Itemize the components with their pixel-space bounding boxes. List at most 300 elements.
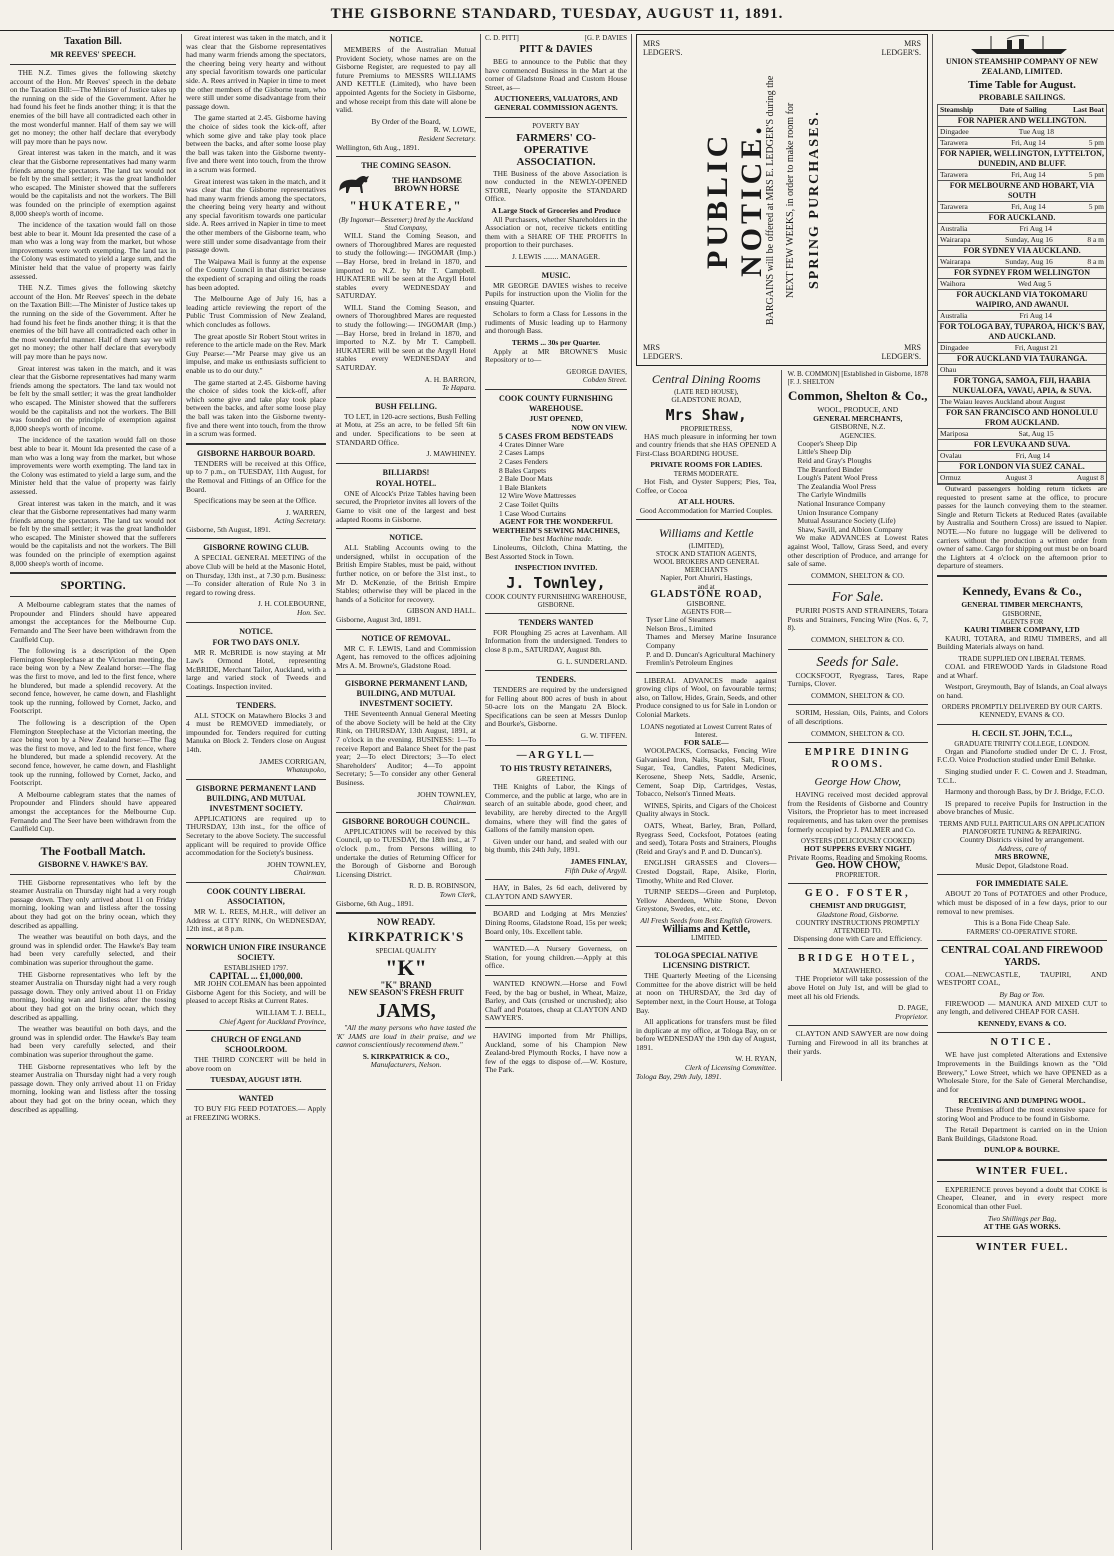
- dunlop-notice-body: WE have just completed Alterations and Extensive Improvements in the Buildings known as the "Old Brewery," Lowe Street, which we have OPENED as a Wholesale Store, for the Sale of General Merchandise, and for: [937, 1050, 1107, 1094]
- furnishing-agent-2: The best Machine made.: [519, 534, 593, 544]
- cecil-country: Country Districts visited by arrangement.: [959, 835, 1085, 845]
- furnishing-agent: AGENT FOR THE WONDERFUL WERTHEIM'S SEWING MACHINES,: [492, 517, 620, 535]
- wk-and: and at: [697, 582, 715, 591]
- union-heading: UNION STEAMSHIP COMPANY OF NEW ZEALAND, LIMITED.: [945, 57, 1099, 76]
- horse-signature-place: Te Hapara.: [442, 383, 476, 393]
- csco-body: We make ADVANCES at Lowest Rates against Wool, Tallow, Grass Seed, and every other description of Produce, and arrange for sale of same.: [787, 533, 928, 569]
- foster-location: Gladstone Road, Gisborne.: [816, 909, 899, 919]
- empire-signature-title: PROPRIETOR.: [835, 870, 880, 879]
- wk-gladstone: GLADSTONE ROAD,: [650, 588, 763, 600]
- kennedy-coal-2: Westport, Greymouth, Bay of Islands, an Coal always on hand.: [937, 682, 1107, 700]
- harbour-heading: GISBORNE HARBOUR BOARD.: [196, 448, 315, 458]
- empire-body: HAVING received most decided approval from the Residents of Gisborne and Country Visitors, the Proprietor has to meet increased requirements, and has taken over the premises formerly occupied by J. PALMER and Co.: [787, 790, 928, 834]
- clayton-body: CLAYTON AND SAWYER are now doing Turning and Firewood in all its branches at their yards.: [787, 1029, 928, 1056]
- kennedy-location: GISBORNE,: [1002, 608, 1042, 618]
- amp-notice-signature-title: Resident Secretary.: [418, 133, 476, 143]
- church-body: THE THIRD CONCERT will be held in above room on: [186, 1055, 326, 1073]
- kirkpatrick-signature-title: Manufacturers, Nelson.: [370, 1060, 442, 1070]
- shaw-terms: TERMS MODERATE.: [673, 469, 739, 478]
- column-2: [186, 34, 326, 1550]
- music-body: MR GEORGE DAVIES wishes to receive Pupils for instruction upon the Violin for the ensuing Quarter.: [485, 280, 627, 307]
- tenders-signature: JAMES CORRIGAN,: [259, 756, 326, 766]
- bush-heading: BUSH FELLING.: [375, 401, 437, 411]
- sailings-cell: Ovalau: [940, 451, 962, 460]
- furnishing-item: 1 Bale Blankets: [499, 482, 547, 492]
- wk-gisborne: GISBORNE.: [686, 598, 726, 608]
- foster-subheading: CHEMIST AND DRUGGIST,: [809, 900, 906, 910]
- furnishing-lino: Linoleums, Oilcloth, China Matting, the Best Assorted Stock in Town.: [485, 542, 627, 561]
- sailings-section-heading: FOR LEVUKA AND SUVA.: [938, 440, 1106, 451]
- sailings-section-heading: FOR AUCKLAND VIA TOKOMARU WAIPIRO, AND AWANUI.: [938, 290, 1106, 311]
- cecil-address-3: Music Depot, Gladstone Road.: [975, 860, 1069, 870]
- csco-agency-item: National Insurance Company: [797, 498, 886, 508]
- sailings-section-heading: FOR NAPIER, WELLINGTON, LYTTELTON, DUNEDIN, AND BLUFF.: [938, 149, 1106, 170]
- music-signature-address: Cobden Street.: [582, 375, 627, 385]
- sailings-header-row: [938, 105, 1106, 116]
- horse-name: "HUKATERE,": [349, 198, 463, 214]
- kennedy-trade: TRADE SUPPLIED ON LIBERAL TERMS.: [958, 654, 1086, 663]
- sailings-section-heading: FOR TONGA, SAMOA, FIJI, HAABIA NUKUALOFA, VAVAU, APIA, & SUVA.: [938, 376, 1106, 397]
- pitt-services: AUCTIONEERS, VALUATORS, AND GENERAL COMMISSION AGENTS.: [494, 94, 618, 112]
- football-heading: The Football Match.: [40, 843, 146, 858]
- foster-dispensing: Dispensing done with Care and Efficiency.: [793, 934, 922, 944]
- sailings-cell: Fri, Aug 14: [1011, 202, 1046, 211]
- kennedy-coal: COAL and FIREWOOD Yards in Gladstone Road and at Wharf.: [937, 661, 1107, 680]
- steamship-illustration: [967, 34, 1077, 56]
- coop-heading: FARMERS' CO-OPERATIVE ASSOCIATION.: [516, 131, 596, 168]
- public-notice-title: PUBLIC NOTICE.: [701, 123, 768, 277]
- csco-partner-right: [F. J. SHELTON: [787, 378, 835, 386]
- stabling-heading: NOTICE.: [389, 533, 423, 543]
- argyll-subheading: TO HIS TRUSTY RETAINERS,: [500, 763, 612, 773]
- kennedy-kauri: KAURI TIMBER COMPANY, LTD: [964, 625, 1080, 635]
- kennedy-heading: Kennedy, Evans & Co.,: [962, 583, 1082, 598]
- csco-agency-item: Shaw, Savill, and Albion Company: [797, 524, 903, 534]
- furnishing-item: 2 Cases Fenders: [499, 457, 548, 466]
- music-heading: MUSIC.: [541, 270, 571, 280]
- wk-agents-list: [636, 616, 777, 668]
- csco-agency-item: Mutual Assurance Society (Life): [797, 516, 896, 526]
- winter-fuel-price: Two Shillings per Bag,: [987, 1213, 1057, 1223]
- immediate-sale-heading: FOR IMMEDIATE SALE.: [975, 879, 1069, 889]
- borough-body: APPLICATIONS will be received by this Council, up to TUESDAY, the 18th inst., at 7 o'clock p.m., from Persons willing to undertake the duties of Returning Officer for the Borough of Gisborne and Borough Licensing District.: [336, 826, 476, 879]
- taxation-paragraph: Great interest was taken in the match, and it was clear that the Gisborne representatives had many warm friends among the spectators. The land tax would not be felt by the small settler; it was the great landholder who escaped. The Minister showed that the sufferers would be the capitalists and not the workers. The Bill was founded on the principle of exemption against 8,000 sheep's worth of income.: [10, 148, 176, 218]
- column-6: [937, 34, 1107, 1550]
- bridge-signature-title: Proprietor.: [895, 1011, 928, 1021]
- ledger-corner-bl: MRS LEDGER'S.: [643, 343, 683, 361]
- tolaga-signature: W. H. RYAN,: [735, 1054, 777, 1064]
- column-rule: [331, 34, 332, 1550]
- sailings-section-heading: FOR SYDNEY VIA AUCKLAND.: [938, 246, 1106, 257]
- sailings-section-heading: FOR LONDON VIA SUEZ CANAL.: [938, 462, 1106, 473]
- horse-body: WILL Stand the Coming Season, and owners of Thoroughbred Mares are requested to study the following:— INGOMAR (Imp.)—Bay Horse, bred in Ireland in 1870, and imported to N.Z. by Mr T. Campbell. HUKATERE will be seen at the Argyll Hotel stables every WEDNESDAY and SATURDAY.: [336, 302, 476, 373]
- furnishing-item: 8 Bales Carpets: [499, 465, 547, 475]
- furnishing-item: 1 Case Wood Curtains: [499, 508, 566, 518]
- furnishing-now-on-view: NOW ON VIEW.: [571, 422, 627, 432]
- sailings-row: [938, 279, 1106, 290]
- amp-notice-heading: NOTICE.: [389, 35, 423, 44]
- building-society-body: APPLICATIONS are required up to THURSDAY, 13th inst., for the office of Secretary to the above Society. The successful applicant will be required to provide Office accommodation for the Society's business.: [186, 813, 326, 858]
- winter-fuel-heading: WINTER FUEL.: [975, 1164, 1069, 1177]
- immediate-sale-bona: This is a Bona Fide Cheap Sale.: [973, 918, 1071, 928]
- harbour-spec: Specifications may be seen at the Office.: [194, 496, 317, 506]
- coop-stock: A Large Stock of Groceries and Produce: [491, 205, 621, 215]
- tolaga-body: THE Quarterly Meeting of the Licensing Committee for the above district will be held at noon on THURSDAY, the 3rd day of September next, in the Court House, at Tologa Bay.: [636, 971, 777, 1015]
- sailings-section-heading: FOR TOLOGA BAY, TUPAROA, HICK'S BAY, AND AUCKLAND.: [939, 322, 1105, 341]
- football-paragraph: THE Gisborne representatives who left by the steamer Australia on Thursday night had a very rough passage down. They only arrived about 11 on Friday morning, looking wan and listless after the tossing about they had got on the briny ocean, which they described as appalling.: [10, 877, 176, 930]
- sailings-cell: Australia: [940, 311, 968, 320]
- sailings-row: [938, 224, 1106, 235]
- tolaga-body-2: All applications for transfers must be filed in duplicate at my office, at Tologa Bay, on or before WEDNESDAY the 19th day of August, 1891.: [636, 1017, 777, 1052]
- csco-agencies: AGENCIES.: [839, 431, 876, 440]
- furnishing-item: 2 Bale Door Mats: [499, 474, 553, 484]
- taxation-subheading: MR REEVES' SPEECH.: [50, 50, 136, 59]
- townley-name: J. Townley,: [506, 573, 606, 592]
- sailings-cell: Tarawera: [940, 202, 968, 211]
- kirkpatrick-k: "K": [385, 954, 427, 980]
- central-coal-body: COAL—NEWCASTLE, TAUPIRI, AND WESTPORT COAL,: [937, 969, 1107, 988]
- cecil-piano: PIANOFORTE TUNING & REPAIRING.: [962, 828, 1082, 837]
- taxation-paragraph: THE N.Z. Times gives the following sketchy account of the Hon. Mr Reeves' speech in the debate on the Taxation Bill:—The Minister of Justice takes up the running on the side of the Government. After he had found his feet he finds another thing; it is that the enemies of the bill have all contradicted each other in the most wonderful manner. Half of them say we will get no money; the other half declare that everybody will pay more than he pays now.: [10, 283, 176, 361]
- taxation-paragraph: The incidence of the taxation would fall on those best able to bear it. Mount Ida presented the case of a man who was a long way from the market, but whose improvements were worth exempting. The land tax in the Colony was estimated to yield a large sum, and the Minister held that the value of property was fairly assessed.: [10, 220, 176, 281]
- amp-notice-by: By Order of the Board,: [371, 116, 441, 126]
- furnishing-item: 2 Case Toilet Quilts: [499, 499, 559, 509]
- csco-agency-item: The Brantford Binder: [797, 464, 863, 474]
- central-coal-firewood: FIREWOOD — MANUKA AND MIXED CUT to any length, and delivered CHEAP FOR CASH.: [937, 998, 1107, 1017]
- column-5: [636, 34, 928, 1550]
- sailings-cell: Fri, Aug 14: [1011, 170, 1046, 179]
- notice-body: MR R. McBRIDE is now staying at Mr Law's Ormond Hotel, representing McBRIDE, Merchant Tailor, Auckland, with a large and varied stock of Tweeds and Coatings. Inspection invited.: [186, 647, 326, 691]
- shaw-rooms: PRIVATE ROOMS FOR LADIES.: [650, 460, 763, 470]
- dunlop-receiving: RECEIVING AND DUMPING WOOL.: [958, 1096, 1086, 1106]
- cecil-body: Organ and Pianoforte studied under Dr C. J. Frost, F.C.O. Voice Production studied under Emil Behnke.: [937, 746, 1107, 765]
- winter-fuel-heading-2: WINTER FUEL.: [975, 1240, 1069, 1253]
- tenders-heading: TENDERS.: [236, 700, 276, 710]
- kennedy-subheading: GENERAL TIMBER MERCHANTS,: [961, 599, 1083, 609]
- coop-body: THE Business of the above Association is now conducted in the NEWLY-OPENED STORE, Nearly opposite the STANDARD Office.: [485, 168, 627, 204]
- sporting-heading: SPORTING.: [60, 578, 126, 593]
- notice-heading: NOTICE.: [239, 626, 273, 636]
- kirkpatrick-signature: S. KIRKPATRICK & CO.,: [362, 1051, 450, 1061]
- borough-date: Gisborne, 6th Aug., 1891.: [336, 898, 414, 908]
- football-subheading: GISBORNE V. HAWKE'S BAY.: [38, 859, 148, 869]
- sailings-column-header: Last Boat: [1072, 105, 1104, 114]
- harbour-date: Gisborne, 5th August, 1891.: [186, 524, 271, 534]
- sailings-section-heading: FOR SYDNEY FROM WELLINGTON: [938, 268, 1106, 279]
- argyll-body: THE Knights of Labor, the Kings of Commerce, and the public at large, who are in search of an suitable abode, good cheer, and levability, are hereby directed to the Argyll domains, where they will find the gates of Gallons of the family mansion open.: [485, 782, 627, 835]
- shaw-accommodation: Good Accommodation for Married Couples.: [639, 505, 773, 515]
- norwich-established: ESTABLISHED 1797.: [224, 963, 288, 972]
- wk-for-sale: FOR SALE—: [683, 737, 729, 747]
- cecil-subheading: GRADUATE TRINITY COLLEGE, LONDON.: [954, 739, 1090, 748]
- rowing-heading: GISBORNE ROWING CLUB.: [203, 543, 309, 553]
- notice-subheading: FOR TWO DAYS ONLY.: [212, 637, 300, 647]
- masthead-title: THE GISBORNE STANDARD, TUESDAY, AUGUST 11, 1891.: [330, 6, 784, 22]
- seeds-signature: COMMON, SHELTON & CO.: [810, 690, 905, 700]
- masthead: [0, 0, 1114, 31]
- horse-line-1: THE HANDSOME: [391, 174, 463, 185]
- wk-oats: OATS, Wheat, Barley, Bran, Pollard, Ryegrass Seed, Cocksfoot, Potatoes (eating and seed), Totara Posts and Strainers, Ploughs (Reid and Gray's and P. and D. Duncan's).: [636, 821, 777, 856]
- music-signature: GEORGE DAVIES,: [566, 366, 627, 376]
- football-paragraph: THE Gisborne representatives who left by the steamer Australia on Thursday night had a very rough passage down. They only arrived about 11 on Friday morning, looking wan and listless after the tossing about they had got on the briny ocean, which they described as appalling.: [10, 969, 176, 1022]
- argyll-heading: —ARGYLL—: [516, 749, 596, 761]
- wk-for-sale-body: WOOLPACKS, Cornsacks, Fencing Wire Galvanised Iron, Nails, Staples, Salt, Flour, Sugar, Tea, Candles, Patent Medicines, Kerosene, Sheep Nets, Saddle, Arsenic, Cement, Soap Dip, Cartridges, Vestas, Tobacco, Nelson's Tinned Meats.: [636, 746, 777, 799]
- harbour-signature: J. WARREN,: [285, 507, 326, 517]
- wanted-body: TO BUY FIG FEED POTATOES.— Apply at FREEZING WORKS.: [186, 1104, 326, 1122]
- sailings-cell: Ohau: [940, 365, 957, 374]
- tolaga-heading: TOLOGA SPECIAL NATIVE LICENSING DISTRICT.: [654, 951, 758, 971]
- wanted-known-notice: WANTED KNOWN.—Horse and Fowl Feed, by the bag or bushel, in Wheat, Maize, Barley, and Oats (crushed or uncrushed); also Chaff and Potatoes, cheap at CLAYTON AND SAWYER'S.: [485, 978, 627, 1023]
- wk-subheading-2: WOOL BROKERS AND GENERAL MERCHANTS: [653, 558, 760, 575]
- sporting-paragraph: The following is a description of the Open Flemington Steeplechase at the Victorian meeting, the race being won by a New Zealand horse:—The flag was the first to move, and led to the first fence, where he blundered, but made a splendid recovery. At the second fence, however, he came down, and Flashlight took up the running, followed by Cornet, Jacko, and Footscript.: [10, 646, 176, 716]
- csco-agency-item: Little's Sheep Dip: [797, 447, 852, 457]
- shaw-name: Mrs Shaw,: [665, 405, 747, 424]
- sailings-cell: Ormuz: [940, 473, 961, 482]
- bridge-heading: BRIDGE HOTEL,: [798, 952, 918, 964]
- football-paragraph: The weather was beautiful on both days, and the ground was in splendid order. The Hawke's Bay team had been very carefully selected, and their combination was superior throughout the game.: [10, 932, 176, 968]
- amp-notice-signature: R. W. LOWE,: [433, 125, 476, 135]
- cecil-address: Address, care of: [997, 843, 1047, 853]
- sailings-section-heading: FOR AUCKLAND VIA TAURANGA.: [938, 354, 1106, 365]
- dunlop-retail: The Retail Department is carried on in the Union Bank Buildings, Gladstone Road.: [937, 1125, 1107, 1143]
- kennedy-orders: ORDERS PROMPTLY DELIVERED BY OUR CARTS.: [941, 703, 1103, 712]
- ledger-corner-br: MRS LEDGER'S.: [881, 343, 921, 361]
- sailings-cell: Australia: [940, 224, 968, 233]
- sailings-cell: Dingadee: [940, 127, 969, 136]
- sailings-row: [938, 473, 1106, 484]
- horse-illustration: [336, 172, 374, 196]
- sailings-cell: 8 a m: [1087, 235, 1104, 244]
- csco-general-merchants: GENERAL MERCHANTS,: [813, 413, 903, 423]
- sailings-row: [938, 170, 1106, 181]
- sailings-cell: Tarawera: [940, 138, 968, 147]
- liberal-body: MR W. L. REES, M.H.R., will deliver an Address at CITY RINK, On WEDNESDAY, 12th inst., at 8 p.m.: [186, 906, 326, 934]
- csco-agency-item: Union Insurance Company: [797, 507, 879, 517]
- furnishing-list: [485, 441, 627, 518]
- empire-hot-suppers: HOT SUPPERS EVERY NIGHT.: [803, 844, 912, 854]
- sailings-cell: Dingadee: [940, 343, 969, 352]
- cecil-singing: Singing studied under F. C. Cowen and J. Steadman, T.C.L.: [937, 767, 1107, 785]
- building-society-signature: JOHN TOWNLEY,: [267, 859, 326, 869]
- sporting-paragraph: The following is a description of the Open Flemington Steeplechase at the Victorian meeting, the race being won by a New Zealand horse:—The flag was the first to move, and led to the first fence, where he blundered, but made a splendid recovery. At the second fence, however, he came down, and Flashlight took up the running, followed by Cornet, Jacko, and Footscript.: [10, 717, 176, 788]
- column-5-left: [636, 370, 782, 1081]
- sailings-row: [938, 138, 1106, 149]
- ledger-vertical-line-2: NEXT FEW WEEKS, in order to make room for: [785, 102, 796, 298]
- sailings-cell: The Waiau leaves Auckland about August: [940, 397, 1066, 406]
- csco-signature: COMMON, SHELTON & CO.: [810, 570, 905, 580]
- borough-heading: GISBORNE BOROUGH COUNCIL.: [342, 816, 470, 826]
- billiards-subheading: ROYAL HOTEL.: [375, 478, 437, 488]
- wk-fresh: All Fresh Seeds from Best English Growers.: [640, 915, 773, 925]
- article-paragraph: The game started at 2.45. Gisborne having the choice of sides took the kick-off, after which some give and take play took place between the backs, and after some loose play the ball was taken into the Gisborne twenty-five and there went into touch, from the throw in a scrum was formed.: [186, 113, 326, 174]
- csco-subheading: WOOL, PRODUCE, AND: [817, 405, 899, 414]
- article-paragraph: The game started at 2.45. Gisborne having the choice of sides took the kick-off, after which some give and take play took place between the backs, and after some loose play the ball was taken into the Gisborne twenty-five and there went into touch, from the throw in a scrum was formed.: [186, 377, 326, 439]
- seeds-heading: Seeds for Sale.: [816, 654, 900, 670]
- sailings-section-heading: FOR MELBOURNE AND HOBART, VIA SOUTH: [938, 181, 1106, 202]
- article-paragraph: The great apostle Sir Robert Stout writes in reference to the article made on the Rev. Mark Guy Pearse:—"Mr Pearse may give us an impulse, and make us enthusiasts sufficient to enable us to do our duty.": [186, 331, 326, 375]
- cecil-harmony: Harmony and thorough Bass, by Dr J. Bridge, F.C.O.: [945, 787, 1105, 797]
- sailings-cell: Wed Aug 5: [1017, 279, 1052, 288]
- liberal-heading: COOK COUNTY LIBERAL ASSOCIATION,: [206, 886, 306, 906]
- cecil-address-2: MRS BROWNE,: [994, 852, 1050, 862]
- central-location: GLADSTONE ROAD,: [671, 395, 742, 404]
- rowing-body: A SPECIAL GENERAL MEETING of the above Club will be held at the Masonic Hotel, on Thursday, 13th inst., at 7.30 p.m. Business:—To consider alteration of Rule No 3 in regard to rowing dress.: [186, 553, 326, 597]
- column-4: [485, 34, 627, 1550]
- sailings-cell: 5 pm: [1088, 138, 1104, 147]
- now-ready: NOW READY.: [376, 917, 435, 928]
- wk-agent-item: Thames and Mersey Marine Insurance Company: [646, 632, 777, 650]
- sailings-column-header: Steamship: [940, 105, 974, 114]
- wk-agent-item: P. and D. Duncan's Agricultural Machinery: [646, 649, 776, 659]
- empire-signature: Geo. HOW CHOW,: [815, 860, 900, 872]
- foster-country: COUNTRY INSTRUCTIONS PROMPTLY ATTENDED TO.: [795, 919, 920, 936]
- central-coal-heading: CENTRAL COAL AND FIREWOOD YARDS.: [941, 944, 1103, 968]
- sailings-row: [938, 451, 1106, 462]
- kennedy-body: KAURI, TOTARA, and RIMU TIMBERS, and all Building Materials always on hand.: [937, 633, 1107, 652]
- harbour-signature-title: Acting Secretary.: [274, 516, 326, 526]
- sailings-cell: Wairarapa: [940, 257, 971, 266]
- ledger-corner-tr: MRS LEDGER'S.: [881, 39, 921, 57]
- sailings-row: [938, 343, 1106, 354]
- kirkpatrick-name: KIRKPATRICK'S: [347, 928, 465, 944]
- building-society-signature-title: Chairman.: [293, 868, 326, 878]
- sailings-cell: 5 pm: [1088, 202, 1104, 211]
- argyll-greeting: GREETING.: [536, 773, 576, 783]
- column-rule: [480, 34, 481, 1550]
- sorim-body: SORIM, Hessian, Oils, Paints, and Colors of all descriptions.: [787, 708, 928, 727]
- bridge-signature: D. PAGE,: [898, 1003, 928, 1013]
- townley-subheading: COOK COUNTY FURNISHING WAREHOUSE, GISBORNE.: [485, 592, 627, 609]
- sailings-cell: 8 a m: [1087, 257, 1104, 266]
- tenders-wanted-heading: TENDERS WANTED: [518, 617, 594, 627]
- church-date: TUESDAY, AUGUST 18TH.: [210, 1075, 302, 1085]
- agm-body: THE Seventeenth Annual General Meeting of the above Society will be held at the City Rink, on THURSDAY, 13th August, 1891, at 7 o'clock in the evening. BUSINESS: 1—To receive Report and Balance Sheet for the past year; 2—To elect Directors; 3—To elect Shareholders' Auditor; 4—To appoint Secretary; 5—To consider any other General Business.: [336, 709, 476, 788]
- sailings-cell: Fri, Aug 14: [1011, 138, 1046, 147]
- wk-signature-2: LIMITED.: [690, 934, 722, 943]
- column-rule: [932, 34, 933, 1550]
- wk-turnips: TURNIP SEEDS—Green and Purpletop, Yellow Aberdeen, White Stone, Devon Greystone, Swedes, etc., etc.: [636, 887, 777, 914]
- for-sale-body: PURIRI POSTS AND STRAINERS, Totara Posts and Strainers, Fencing Wire (Nos. 6, 7, 8).: [787, 606, 928, 633]
- empire-rooms: Private Rooms, Reading and Smoking Rooms.: [787, 852, 928, 862]
- shaw-fish: Hot Fish, and Oyster Suppers; Pies, Tea, Coffee, or Cocoa: [636, 476, 777, 495]
- pitt-partner-left: C. D. PITT]: [485, 34, 519, 42]
- rowing-signature-title: Hon. Sec.: [297, 608, 326, 618]
- tenders-body: ALL STOCK on Matawhero Blocks 3 and 4 must be REMOVED immediately, or impounded for. Tenders required for cutting Manuka on Block 2. Tenders close on August 14th.: [186, 710, 326, 754]
- music-also: Scholars to form a Class for Lessons in the rudiments of Music leading up to Harmony and thorough Bass.: [485, 309, 627, 336]
- cecil-terms: TERMS AND FULL PARTICULARS ON APPLICATION: [939, 820, 1105, 829]
- amp-notice-date: Wellington, 6th Aug., 1891.: [336, 142, 420, 152]
- wk-agent-item: Fremlin's Petroleum Engines: [646, 658, 733, 668]
- wk-heading: Williams and Kettle: [658, 526, 754, 541]
- shaw-body: HAS much pleasure in informing her town and country friends that she HAS OPENED A First-Class BOARDING HOUSE.: [636, 431, 777, 458]
- agm-signature-title: Chairman.: [443, 798, 476, 808]
- wk-grasses: ENGLISH GRASSES and Clovers—Crested Dogstail, Rape, Alsike, Florin, Timothy, White and Red Clover.: [636, 858, 777, 885]
- winter-fuel-body: EXPERIENCE proves beyond a doubt that COKE is Cheaper, Cleaner, and in every respect more Economical than other Fuel.: [937, 1184, 1107, 1212]
- csco-agency-item: Lough's Patent Wool Press: [797, 473, 878, 483]
- sailings-section-heading: FOR SAN FRANCISCO AND HONOLULU FROM AUCKLAND.: [938, 408, 1106, 429]
- tenders-wanted-body: FOR Ploughing 25 acres at Lavenham. All Information from the undersigned. Tenders to close 8 p.m., SATURDAY, August 8th.: [485, 627, 627, 654]
- bridge-body: THE Proprietor will take possession of the above Hotel on July 1st, and will be glad to meet all his old Friends.: [787, 974, 928, 1001]
- sailings-column-header: Date of Sailing: [999, 105, 1047, 114]
- removal-body: MR C. F. LEWIS, Land and Commission Agent, has removed to the offices adjoining Mrs A. M. Browne's, Gladstone Road.: [336, 643, 476, 670]
- argyll-signature: JAMES FINLAY,: [570, 857, 627, 866]
- central-heading: Central Dining Rooms: [651, 372, 761, 386]
- horse-pedigree: (By Ingomar—Bessemer;) bred by the Auckland Stud Company,: [338, 216, 474, 233]
- seeds-body: COCKSFOOT, Ryegrass, Tares, Rape Turnips, Clover.: [787, 670, 928, 689]
- sailings-row: [938, 365, 1106, 376]
- sailings-cell: Wairarapa: [940, 235, 971, 244]
- csco-agency-item: Reid and Gray's Ploughs: [797, 455, 872, 465]
- ledger-notice-box: [636, 34, 928, 366]
- football-paragraph: The weather was beautiful on both days, and the ground was in splendid order. The Hawke's Bay team had been very carefully selected, and their combination was superior throughout the game.: [10, 1024, 176, 1059]
- horse-body: WILL Stand the Coming Season, and owners of Thoroughbred Mares are requested to study the following:— INGOMAR (Imp.)—Bay Horse, bred in Ireland in 1870, and imported to N.Z. by Mr T. Campbell. HUKATERE will be seen at the Argyll Hotel stables every WEDNESDAY and SATURDAY.: [336, 231, 476, 301]
- immediate-sale-signature: FARMERS' CO-OPERATIVE STORE.: [966, 927, 1078, 936]
- sailings-cell: Sunday, Aug 16: [1005, 257, 1053, 266]
- harbour-body: TENDERS will be received at this Office, up to 7 p.m., on TUESDAY, 11th August, for the Removal and Fittings of an Office for the Board.: [186, 458, 326, 494]
- empire-oysters: OYSTERS (DELICIOUSLY COOKED): [800, 837, 915, 846]
- taxation-paragraph: Great interest was taken in the match, and it was clear that the Gisborne representatives had many warm friends among the spectators. The land tax would not be felt by the small settler; it was the great landholder who escaped. The Minister showed that the sufferers would be the capitalists and not the workers. The Bill was founded on the principle of exemption against 8,000 sheep's worth of income.: [10, 498, 176, 568]
- governess-notice: WANTED.—A Nursery Governess, on Station, for young children.—Apply at this office.: [485, 944, 627, 971]
- dunlop-signature: DUNLOP & BOURKE.: [984, 1145, 1060, 1155]
- shaw-hours: AT ALL HOURS.: [677, 497, 735, 507]
- wk-locations: Napier, Port Ahuriri, Hastings,: [660, 573, 753, 583]
- tenders-signature: G. W. TIFFEN.: [580, 731, 627, 741]
- sailings-cell: Fri Aug 14: [1019, 224, 1052, 233]
- column-rule: [181, 34, 182, 1550]
- sailings-section-heading: FOR AUCKLAND.: [938, 213, 1106, 224]
- sailings-row: [938, 127, 1106, 138]
- article-paragraph: The Melbourne Age of July 16, has a leading article reviewing the report of the Public Trust Commission of New Zealand, which concludes as follows.: [186, 294, 326, 329]
- ledger-vertical-line-3: SPRING PURCHASES.: [807, 110, 822, 290]
- sailings-row: [938, 202, 1106, 213]
- sailings-table: [937, 104, 1107, 485]
- amp-notice-body: MEMBERS of the Australian Mutual Provident Society, whose names are on the Gisborne Register, are requested to pay all future Premiums to MESSRS WILLIAMS AND KETTLE (Limited), who have been appointed Agents for the Society in Gisborne, and whose receipt from this date will alone be valid.: [336, 45, 476, 115]
- for-sale-heading: For Sale.: [831, 590, 884, 606]
- sailings-cell: August 3: [1005, 473, 1033, 482]
- rowing-signature: J. H. COLEBOURNE,: [257, 599, 326, 609]
- tenders-signature-place: Whataupoko,: [286, 765, 326, 775]
- board-notice: BOARD and Lodging at Mrs Menzies' Dining Rooms, Gladstone Road, 15s per week; Board only, 10s. Excellent table.: [485, 909, 627, 936]
- csco-heading: Common, Shelton & Co.,: [788, 388, 928, 403]
- sailings-cell: Fri Aug 14: [1019, 311, 1052, 320]
- central-subheading: (LATE RED HOUSE),: [674, 388, 739, 396]
- wk-loans: LOANS negotiated at Lowest Current Rates of Interest.: [640, 722, 772, 739]
- tenders-wanted-signature: G. L. SUNDERLAND.: [556, 656, 627, 666]
- taxation-paragraph: THE N.Z. Times gives the following sketchy account of the Hon. Mr Reeves' speech in the debate on the Taxation Bill:—The Minister of Justice takes up the running on the side of the Government. After he had found his feet he finds another thing; it is that the enemies of the bill have all contradicted each other in the most wonderful manner. Half of them say we will get no money; the other half declare that everybody will pay more than he pays now.: [10, 68, 176, 146]
- kirkpatrick-jams: JAMS,: [376, 999, 436, 1022]
- dunlop-notice-body-2: These Premises afford the most extensive space for storing Wool and Produce to be found in Gisborne.: [937, 1104, 1107, 1123]
- borough-signature: R. D. B. ROBINSON,: [409, 881, 476, 891]
- tenders-body: TENDERS are required by the undersigned for Felling about 800 acres of bush in about 50-acre lots on the Mangatu 2A Block. Specifications can be seen at Messrs Dunlop and Bourke's, Gisborne.: [485, 685, 627, 729]
- pitt-heading: PITT & DAVIES: [519, 44, 593, 55]
- sailings-section-heading: FOR NAPIER AND WELLINGTON.: [938, 116, 1106, 127]
- sailings-cell: Waihora: [940, 279, 966, 288]
- furnishing-item: 12 Wire Wove Mattresses: [499, 491, 576, 501]
- csco-agency-item: Cooper's Sheep Dip: [797, 438, 858, 448]
- kirkpatrick-body: "All the many persons who have tasted the 'K' JAMS are loud in their praise, and we cannot conscientiously recommend them.": [336, 1022, 476, 1050]
- central-coal-signature: KENNEDY, EVANS & CO.: [977, 1018, 1067, 1028]
- column-3: [336, 34, 476, 1550]
- wk-agent-item: Tyser Line of Steamers: [646, 615, 716, 625]
- csco-agency-item: The Zealandia Wool Press: [797, 481, 877, 491]
- kennedy-signature: KENNEDY, EVANS & CO.: [979, 710, 1065, 720]
- kirkpatrick-brand: "K" BRAND: [380, 979, 432, 990]
- furnishing-just-opened: JUST OPENED,: [529, 414, 583, 424]
- taxation-paragraph: Great interest was taken in the match, and it was clear that the Gisborne representatives had many warm friends among the spectators. The land tax would not be felt by the small settler; it was the great landholder who escaped. The Minister showed that the sufferers would be the capitalists and not the workers. The Bill was founded on the principle of exemption against 8,000 sheep's worth of income.: [10, 363, 176, 433]
- ledger-vertical-line-1: BARGAINS will be offered at MRS E. LEDGER'S during the: [765, 75, 776, 325]
- kirkpatrick-fruit: NEW SEASON'S FRESH FRUIT: [348, 988, 464, 998]
- article-paragraph: Great interest was taken in the match, and it was clear that the Gisborne representatives had many warm friends among the spectators, the cheering being very hearty and without any special favoritism towards one particular side. A. Rees arrived in Napier in time to meet the other members of the Gisborne team, who were still under some disadvantage from their passage down.: [186, 34, 326, 111]
